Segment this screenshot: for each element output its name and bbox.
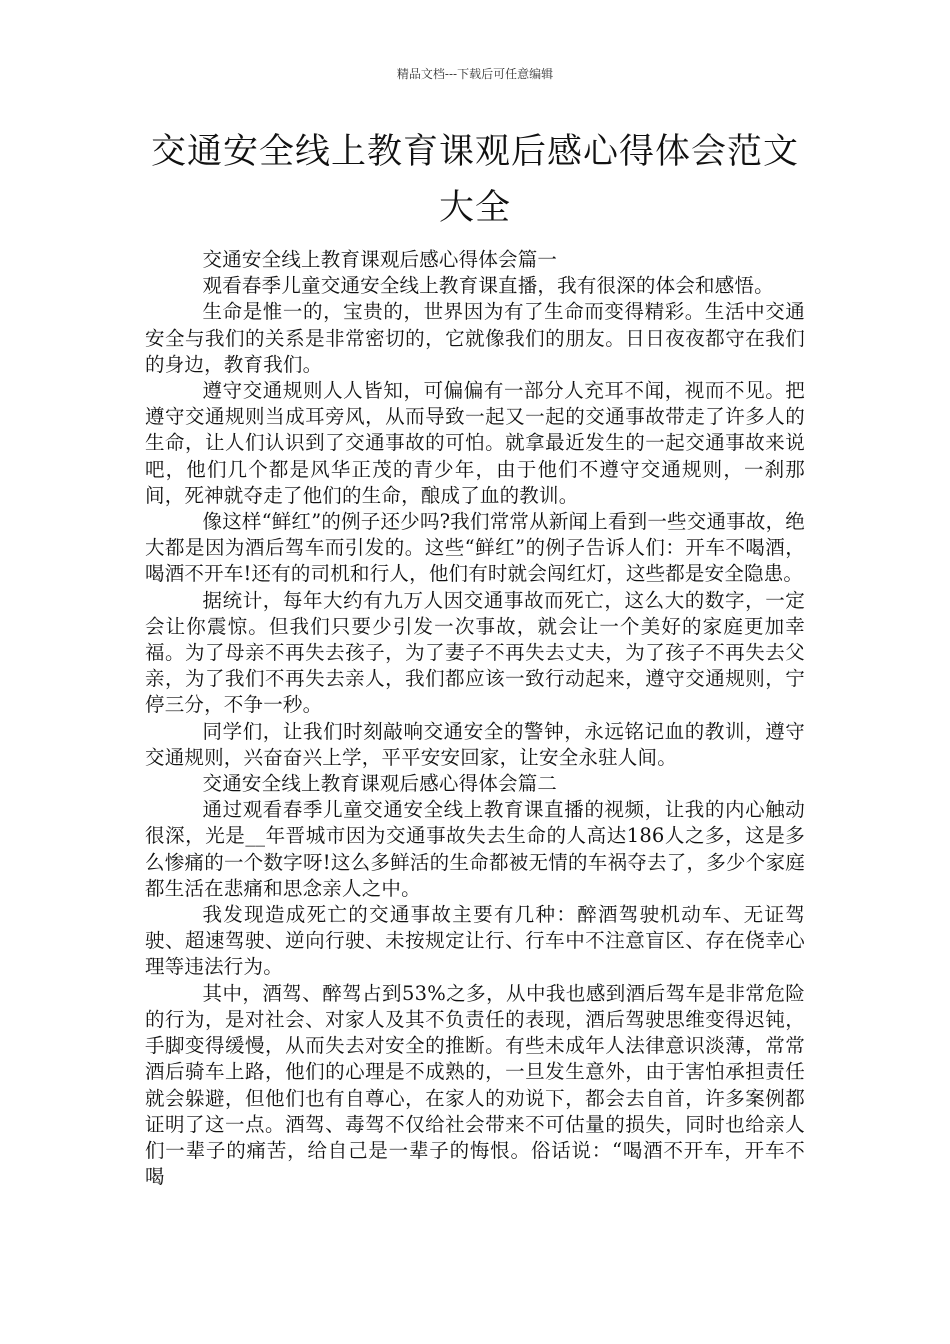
paragraph: 据统计，每年大约有九万人因交通事故而死亡，这么大的数字，一定会让你震惊。但我们只要少引发一次事故，就会让一个美好的家庭更加幸福。为了母亲不再失去孩子，为了妻子不再失去丈夫，为了孩子不再失去父亲，为了我们不再失去亲人，我们都应该一致行动起来，遵守交通规则，宁停三分，不争一秒。 <box>145 588 805 717</box>
paragraph: 生命是惟一的，宝贵的，世界因为有了生命而变得精彩。生活中交通安全与我们的关系是非常密切的，它就像我们的朋友。日日夜夜都守在我们的身边，教育我们。 <box>145 300 805 376</box>
paragraph: 同学们，让我们时刻敲响交通安全的警钟，永远铭记血的教训，遵守交通规则，兴奋奋兴上学，平平安安回家，让安全永驻人间。 <box>145 719 805 769</box>
document-title: 交通安全线上教育课观后感心得体会范文大全 <box>150 132 799 228</box>
section-heading-1: 交通安全线上教育课观后感心得体会篇一 <box>202 248 558 271</box>
paragraph: 其中，酒驾、醉驾占到53%之多，从中我也感到酒后驾车是非常危险的行为，是对社会、对家人及其不负责任的表现，酒后驾驶思维变得迟钝，手脚变得缓慢，从而失去对安全的推断。有些未成年人法律意识淡薄，常常酒后骑车上路，他们的心理是不成熟的，一旦发生意外，由于害怕承担责任就会躲避，但他们也有自尊心，在家人的劝说下，都会去自首，许多案例都证明了这一点。酒驾、毒驾不仅给社会带来不可估量的损失，同时也给亲人们一辈子的痛苦，给自己是一辈子的悔恨。俗话说：“喝酒不开车，开车不喝 <box>145 981 805 1189</box>
section-heading-2: 交通安全线上教育课观后感心得体会篇二 <box>202 772 558 796</box>
paragraph: 像这样“鲜红”的例子还少吗?我们常常从新闻上看到一些交通事故，绝大都是因为酒后驾车而引发的。这些“鲜红”的例子告诉人们：开车不喝酒，喝酒不开车!还有的司机和行人，他们有时就会闯红灯，这些都是安全隐患。 <box>145 510 805 586</box>
header-note: 精品文档---下载后可任意编辑 <box>396 67 554 81</box>
paragraph: 遵守交通规则人人皆知，可偏偏有一部分人充耳不闻，视而不见。把遵守交通规则当成耳旁风，从而导致一起又一起的交通事故带走了许多人的生命，让人们认识到了交通事故的可怕。就拿最近发生的一起交通事故来说吧，他们几个都是风华正茂的青少年，由于他们不遵守交通规则，一刹那间，死神就夺走了他们的生命，酿成了血的教训。 <box>145 379 805 507</box>
paragraph: 观看春季儿童交通安全线上教育课直播，我有很深的体会和感悟。 <box>202 274 774 298</box>
paragraph: 通过观看春季儿童交通安全线上教育课直播的视频，让我的内心触动很深，光是__年晋城市因为交通事故失去生命的人高达186人之多，这是多么惨痛的一个数字呀!这么多鲜活的生命都被无情的车祸夺去了，多少个家庭都生活在悲痛和思念亲人之中。 <box>145 798 805 900</box>
document-body <box>145 247 805 1190</box>
paragraph: 我发现造成死亡的交通事故主要有几种：醉酒驾驶机动车、无证驾驶、超速驾驶、逆向行驶、未按规定让行、行车中不注意盲区、存在侥幸心理等违法行为。 <box>145 903 805 979</box>
